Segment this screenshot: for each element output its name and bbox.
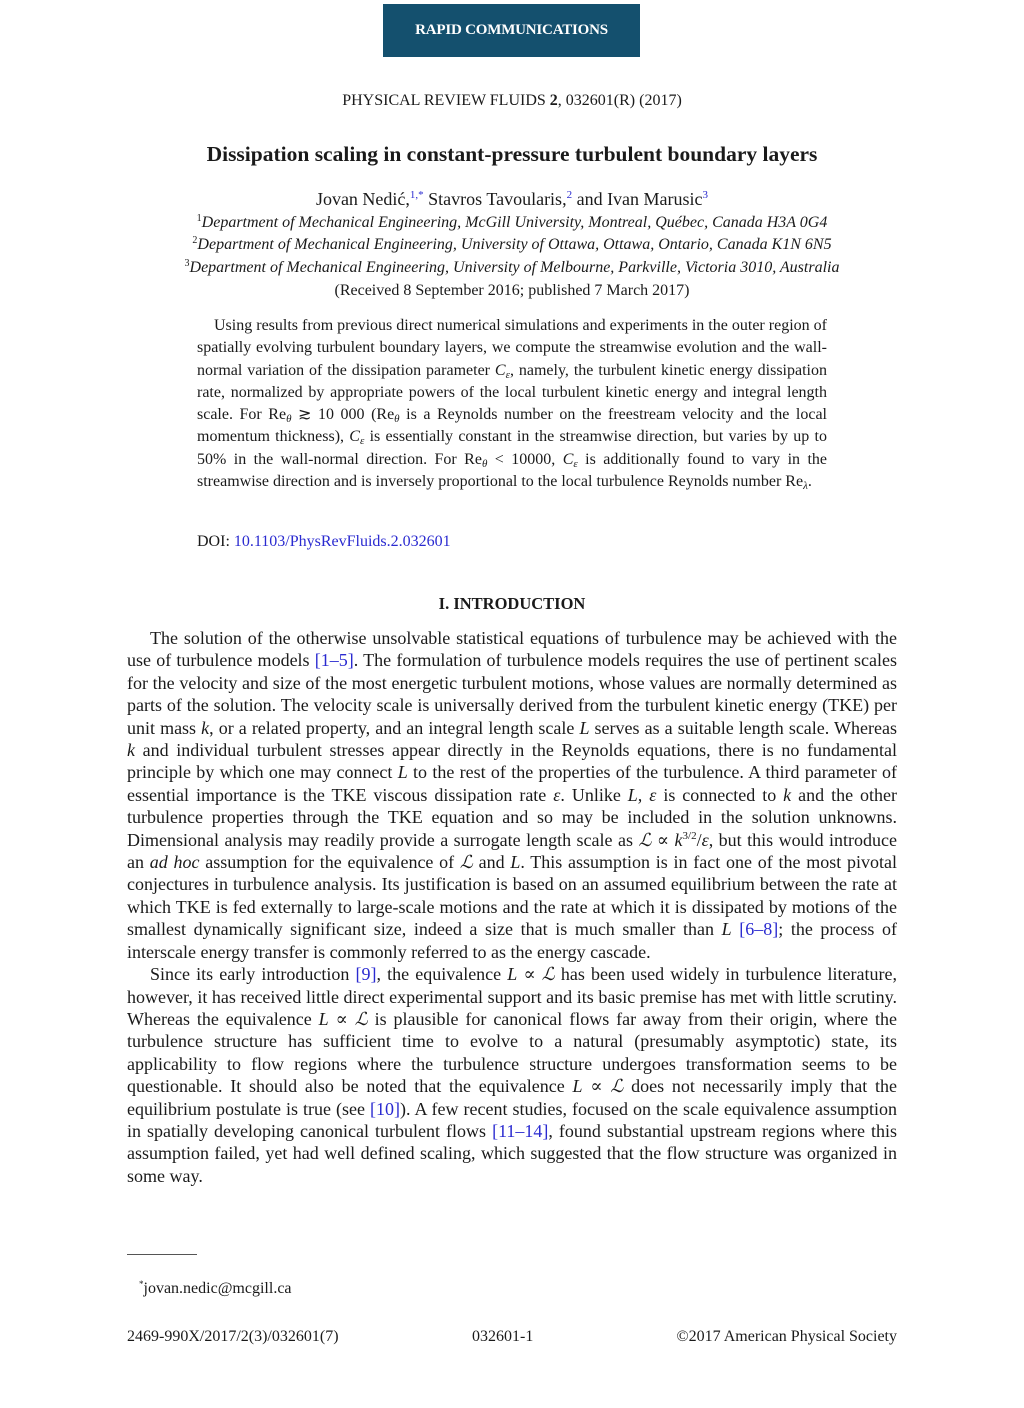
journal-citation [0,92,1024,110]
affiliation-text: Department of Mechanical Engineering, McGill University, Montreal, Québec, Canada H3A 0G4 [201,214,828,231]
math-symbol: C [349,428,360,446]
citation-link[interactable]: [6–8] [739,919,779,940]
math-symbol: ε [701,829,709,850]
paper-title: Dissipation scaling in constant-pressure turbulent boundary layers [206,142,818,166]
abstract-text: is additionally found to vary in the streamwise direction and is inversely proportional to the local turbulence Reynolds number Re [197,450,828,491]
math-symbol: C [562,450,574,468]
author-name: and Ivan Marusic [572,189,703,209]
math-exponent: 3/2 [682,829,697,842]
text-run: , or a related property, and an integral length scale [209,717,580,738]
text-run: , but this would introduce an [127,829,898,873]
section-heading: I. INTRODUCTION [438,594,586,613]
footer-copyright: ©2017 American Physical Society [676,1328,897,1345]
author-affiliation-link[interactable]: 2 [566,189,573,201]
text-run: . This assumption is in fact one of the most pivotal conjectures in turbulence analysis. Its justification is based on an assumed equilibrium between the rate at which TKE is fed externally to large-scale motions and the rate at which it is dissipated by motions of the smallest dynamically significant size, indeed a size that is much smaller than [127,852,897,940]
affiliation-number: 3 [184,258,190,269]
doi-link[interactable]: 10.1103/PhysRevFluids.2.032601 [233,533,451,550]
math-symbol: ℒ [459,852,473,873]
math-symbol: ∝ [656,829,670,850]
footer-issn: 2469-990X/2017/2(3)/032601(7) [127,1328,339,1345]
math-symbol: ε [553,784,561,805]
math-subscript: θ [481,457,488,470]
doi-label: DOI: [197,533,234,550]
math-symbol: L [397,762,408,783]
footnote [139,1280,292,1298]
author-name: Stavros Tavoularis, [423,189,567,209]
text-run: , the equivalence [376,964,508,985]
math-subscript: ε [505,368,510,381]
math-symbol: C [494,361,506,379]
author-name: Jovan Nedić, [315,189,410,209]
affiliation [0,259,1024,277]
math-symbol: ℒ [638,829,652,850]
abstract-text: ≳ 10 000 (Re [291,406,395,424]
text-run: is connected to [656,784,784,805]
affiliation-text: Department of Mechanical Engineering, University of Melbourne, Parkville, Victoria 3010, Australia [189,259,840,276]
footnote-mark: * [139,1279,144,1289]
citation-link[interactable]: [10] [370,1098,401,1119]
text-run: Since its early introduction [150,964,356,985]
author-affiliation-link[interactable]: 3 [702,189,709,201]
journal-volume: 2 [549,92,558,109]
abstract-text: is essentially constant in the streamwise direction, but varies by up to 50% in the wall-normal direction. For Re [197,428,827,468]
affiliation-text: Department of Mechanical Engineering, University of Ottawa, Ottawa, Ontario, Canada K1N 6N5 [197,236,832,253]
paragraph: The solution of the otherwise unsolvable statistical equations of turbulence may be achieved with the use of turbulence models [1–5]. The formulation of turbulence models requires the use of pertinent scales for the velocity and size of the most energetic turbulent motions, whose values are normally determined as parts of the solution. The velocity scale is universally derived from the turbulent kinetic energy (TKE) per unit mass k, or a related property, and an integral length scale L serves as a suitable length scale. Whereas k and individual turbulent stresses appear directly in the Reynolds equations, there is no fundamental principle by which one may connect L to the rest of the properties of the turbulence. A third parameter of essential importance is the TKE viscous dissipation rate ε. Unlike L, ε is connected to k and the other turbulence properties through the TKE equation and so may be included in the solution unknowns. Dimensional analysis may readily provide a surrogate length scale as ℒ ∝ $k^{3/2}/\varepsilon$, but this would introduce an ad hoc assumption for the equivalence of ℒ and L. This assumption is in fact one of the most pivotal conjectures in turbulence analysis. Its justification is based on an assumed equilibrium between the rate at which TKE is fed externally to large-scale motions and the rate at which it is dissipated by motions of the smallest dynamically significant size, indeed a size that is much smaller than L [6–8]; the process of interscale energy transfer is commonly referred to as the energy cascade. [127,628,898,962]
affiliation [0,236,1024,254]
received-dates: (Received 8 September 2016; published 7 March 2017) [334,282,690,299]
citation-link[interactable]: [1–5] [314,650,354,671]
math-symbol: ∝ [523,964,536,985]
math-symbol: k [674,829,683,850]
abstract-text: is a Reynolds number on the freestream velocity and the local momentum thickness), [197,406,827,446]
banner-label: RAPID COMMUNICATIONS [415,22,608,38]
text-run: and individual turbulent stresses appear directly in the Reynolds equations, there is no fundamental principle by which one may connect [127,740,897,783]
text-run: and [472,852,511,873]
paragraph [127,963,897,1187]
abstract-text: , namely, the turbulent kinetic energy dissipation rate, normalized by appropriate powers of the local turbulent kinetic energy and integral length scale. For Re [197,361,827,424]
author-affiliation-link[interactable]: 1,* [409,189,424,201]
math-symbol: ℒ [541,964,555,985]
math-symbol: L [721,919,732,940]
math-symbol: k [127,740,135,761]
affiliation-number: 2 [192,235,198,246]
introduction-body [127,627,897,1187]
text-run: has been used widely in turbulence literature, however, it has received little direct experimental support and its basic premise has met with little scrutiny. Whereas the equivalence [127,964,898,1029]
text-run: serves as a suitable length scale. Whereas [589,717,897,738]
text-run: ). A few recent studies, focused on the scale equivalence assumption in spatially developing canonical turbulent flows [127,1098,897,1141]
math-symbol: L, ε [627,784,657,805]
math-symbol: L [579,717,590,738]
text-run: . The formulation of turbulence models requires the use of pertinent scales for the velocity and size of the most energetic turbulent motions, whose values are normally determined as parts of the solution. The velocity scale is universally derived from the turbulent kinetic energy (TKE) per unit mass [127,650,897,738]
rapid-communications-banner [383,4,640,57]
math-symbol: k [201,717,210,738]
math-symbol: L [510,852,521,873]
text-run: and the other turbulence properties through the TKE equation and so may be included in the solution unknowns. Dimensional analysis may readily provide a surrogate length scale as [127,784,898,850]
math-symbol: ℒ [610,1076,624,1097]
math-subscript: θ [394,413,400,426]
abstract-text: < 10000, [487,450,563,468]
text-run: assumption for the equivalence of [199,852,460,873]
math-symbol: L [572,1076,583,1097]
math-subscript: θ [286,413,292,426]
text-run: to the rest of the properties of the turbulence. A third parameter of essential importance is the TKE viscous dissipation rate [127,762,897,805]
math-symbol: ℒ [354,1008,368,1029]
citation-link[interactable]: [11–14] [492,1120,549,1141]
text-run: , found substantial upstream regions where this assumption failed, yet had well defined scaling, which suggested that the flow structure was organized in some way. [127,1120,897,1186]
emphasis-text: ad hoc [149,852,200,873]
abstract-text: . [807,473,812,491]
abstract [197,315,827,493]
text-run: is plausible for canonical flows far away from their origin, where the turbulence structure has sufficient time to evolve to a natural (presumably asymptotic) state, its applicability to flow regions where the turbulence structure undergoes transformation seems to be questionable. It should also be noted that the equivalence [127,1008,898,1097]
citation-link[interactable]: [9] [355,964,377,985]
affiliation-number: 1 [196,213,202,224]
math-symbol: ∝ [335,1008,348,1029]
math-subscript: ε [573,457,578,470]
math-symbol: ∝ [590,1076,603,1097]
affiliation [0,214,1024,232]
text-run: does not necessarily imply that the equilibrium postulate is true (see [127,1076,897,1119]
footnote-divider [127,1254,197,1255]
author-list [0,189,1024,210]
doi-line [197,533,451,551]
math-symbol: L [318,1008,329,1029]
journal-article: , 032601(R) (2017) [557,92,682,109]
abstract-text: Using results from previous direct numerical simulations and experiments in the outer region of spatially evolving turbulent boundary layers, we compute the streamwise evolution and the wall-normal variation of the dissipation parameter [197,317,827,379]
math-subscript: ε [359,435,365,448]
footer-page-number: 032601-1 [472,1328,534,1345]
text-run: . Unlike [560,784,628,805]
journal-name: PHYSICAL REVIEW FLUIDS [342,92,546,109]
math-symbol: L [507,964,518,985]
math-subscript: λ [803,480,808,493]
text-run: ; the process of interscale energy transfer is commonly referred to as the energy cascade. [127,919,898,962]
math-symbol: k [783,784,792,805]
corresponding-email[interactable]: jovan.nedic@mcgill.ca [143,1280,292,1297]
text-run: The solution of the otherwise unsolvable statistical equations of turbulence may be achieved with the use of turbulence models [127,628,897,671]
